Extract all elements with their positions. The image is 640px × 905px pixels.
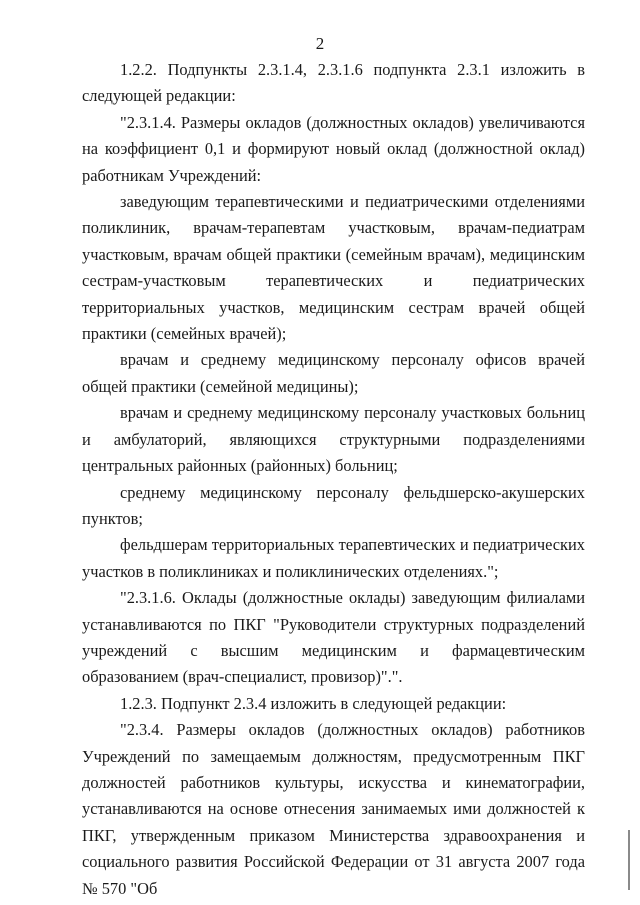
document-body <box>82 57 585 902</box>
paragraph-list-item-2: врачам и среднему медицинскому персоналу офисов врачей общей практики (семейной медицины); <box>82 350 585 396</box>
paragraph-1-2-2: 1.2.2. Подпункты 2.3.1.4, 2.3.1.6 подпункта 2.3.1 изложить в следующей редакции: <box>82 60 585 106</box>
page-number: 2 <box>315 34 325 53</box>
paragraph-2-3-4: "2.3.4. Размеры окладов (должностных окладов) работников Учреждений по замещаемым должностям, предусмотренным ПКГ должностей работников культуры, искусства и кинематографии, устанавливаются на основе отнесения занимаемых ими должностей к ПКГ, утвержденным приказом Министерства здравоохранения и социального развития Российской Федерации от 31 августа 2007 года № 570 "Об <box>82 720 585 898</box>
paragraph-list-item-3: врачам и среднему медицинскому персоналу участковых больниц и амбулаторий, являющихся структурными подразделениями центральных районных (районных) больниц; <box>82 403 585 476</box>
paragraph-list-item-5: фельдшерам территориальных терапевтических и педиатрических участков в поликлиниках и поликлинических отделениях."; <box>82 535 585 581</box>
paragraph-1-2-3: 1.2.3. Подпункт 2.3.4 изложить в следующей редакции: <box>120 693 507 713</box>
paragraph-list-item-4: среднему медицинскому персоналу фельдшерско-акушерских пунктов; <box>82 482 585 528</box>
paragraph-2-3-1-6: "2.3.1.6. Оклады (должностные оклады) заведующим филиалами устанавливаются по ПКГ "Руководители структурных подразделений учреждений с высшим медицинским и фармацевтическим образованием (врач-специалист, провизор)".". <box>82 588 585 687</box>
paragraph-2-3-1-4: "2.3.1.4. Размеры окладов (должностных окладов) увеличиваются на коэффициент 0,1 и формируют новый оклад (должностной оклад) работникам Учреждений: <box>82 112 585 185</box>
paragraph-list-item-1: заведующим терапевтическими и педиатрическими отделениями поликлиник, врачам-терапевтам участковым, врачам-педиатрам участковым, врачам общей практики (семейным врачам), медицинским сестрам-участковым терапевтических и педиатрических территориальных участков, медицинским сестрам врачей общей практики (семейных врачей); <box>82 192 585 344</box>
scan-edge-mark <box>628 830 630 890</box>
